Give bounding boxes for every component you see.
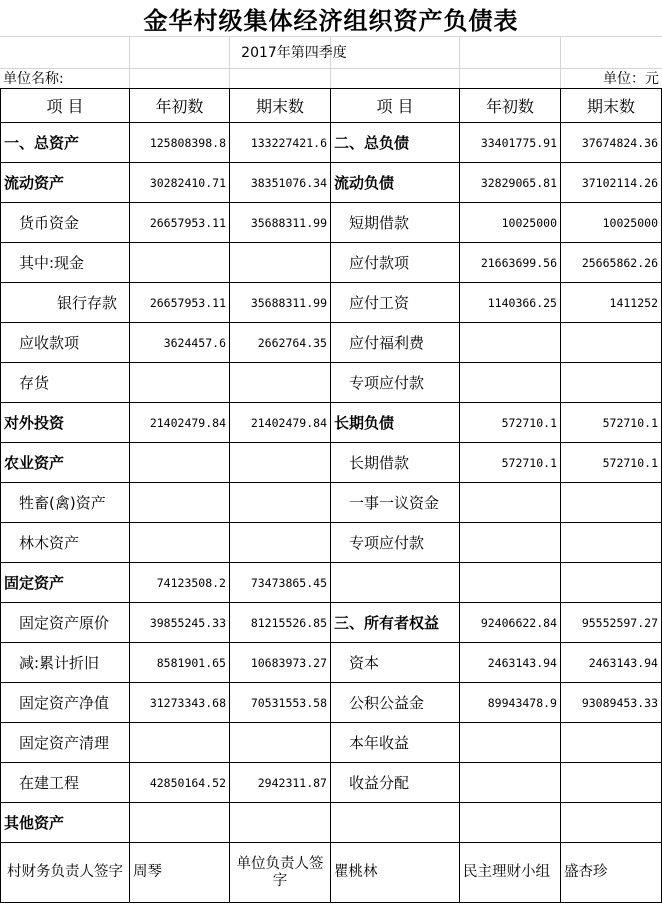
table-row xyxy=(1,643,662,683)
left-begin-value-cell: 42850164.52 xyxy=(130,763,230,803)
left-begin-value-cell xyxy=(130,443,230,483)
right-item-cell: 资本 xyxy=(331,643,460,683)
right-item-cell: 专项应付款 xyxy=(331,363,460,403)
right-item-cell: 二、总负债 xyxy=(331,123,460,163)
unit-head-label: 单位负责人签 字 xyxy=(230,843,331,903)
left-end-value-cell: 21402479.84 xyxy=(230,403,331,443)
right-begin-value-cell xyxy=(460,763,561,803)
left-begin-value-cell: 8581901.65 xyxy=(130,643,230,683)
right-begin-value-cell: 2463143.94 xyxy=(460,643,561,683)
table-row xyxy=(1,603,662,643)
right-end-value-cell: 572710.1 xyxy=(561,403,662,443)
left-item-cell: 固定资产原价 xyxy=(1,603,130,643)
header-left-end: 期末数 xyxy=(230,89,331,123)
table-row xyxy=(1,203,662,243)
left-begin-value-cell: 30282410.71 xyxy=(130,163,230,203)
right-item-cell xyxy=(331,563,460,603)
right-end-value-cell xyxy=(561,363,662,403)
right-begin-value-cell xyxy=(460,563,561,603)
left-end-value-cell xyxy=(230,443,331,483)
left-begin-value-cell: 26657953.11 xyxy=(130,203,230,243)
right-item-cell xyxy=(331,803,460,843)
left-item-cell: 林木资产 xyxy=(1,523,130,563)
header-right-item: 项 目 xyxy=(331,89,460,123)
finance-signer-name: 周琴 xyxy=(130,843,230,903)
right-end-value-cell xyxy=(561,323,662,363)
unit-head-name: 瞿桃林 xyxy=(331,843,460,903)
left-begin-value-cell xyxy=(130,363,230,403)
left-item-cell: 对外投资 xyxy=(1,403,130,443)
right-item-cell: 一事一议资金 xyxy=(331,483,460,523)
right-end-value-cell xyxy=(561,523,662,563)
left-begin-value-cell: 39855245.33 xyxy=(130,603,230,643)
right-item-cell: 短期借款 xyxy=(331,203,460,243)
left-end-value-cell: 10683973.27 xyxy=(230,643,331,683)
table-row xyxy=(1,163,662,203)
table-row xyxy=(1,443,662,483)
left-begin-value-cell: 74123508.2 xyxy=(130,563,230,603)
left-item-cell: 应收款项 xyxy=(1,323,130,363)
left-item-cell: 银行存款 xyxy=(1,283,130,323)
header-right-end: 期末数 xyxy=(561,89,662,123)
left-end-value-cell: 2662764.35 xyxy=(230,323,331,363)
right-end-value-cell: 25665862.26 xyxy=(561,243,662,283)
header-left-begin: 年初数 xyxy=(130,89,230,123)
left-begin-value-cell: 26657953.11 xyxy=(130,283,230,323)
right-item-cell: 公积公益金 xyxy=(331,683,460,723)
header-left-item: 项 目 xyxy=(1,89,130,123)
left-end-value-cell: 73473865.45 xyxy=(230,563,331,603)
left-end-value-cell: 70531553.58 xyxy=(230,683,331,723)
right-end-value-cell: 37102114.26 xyxy=(561,163,662,203)
left-item-cell: 存货 xyxy=(1,363,130,403)
left-end-value-cell: 133227421.6 xyxy=(230,123,331,163)
left-end-value-cell: 2942311.87 xyxy=(230,763,331,803)
left-item-cell: 牲畜(禽)资产 xyxy=(1,483,130,523)
left-begin-value-cell: 3624457.6 xyxy=(130,323,230,363)
right-begin-value-cell: 572710.1 xyxy=(460,403,561,443)
right-item-cell: 本年收益 xyxy=(331,723,460,763)
table-row xyxy=(1,243,662,283)
right-item-cell: 应付福利费 xyxy=(331,323,460,363)
right-begin-value-cell: 89943478.9 xyxy=(460,683,561,723)
left-item-cell: 农业资产 xyxy=(1,443,130,483)
left-begin-value-cell xyxy=(130,523,230,563)
table-row xyxy=(1,403,662,443)
left-item-cell: 流动资产 xyxy=(1,163,130,203)
left-end-value-cell xyxy=(230,243,331,283)
grid-line xyxy=(0,68,662,69)
left-begin-value-cell: 31273343.68 xyxy=(130,683,230,723)
right-end-value-cell: 37674824.36 xyxy=(561,123,662,163)
left-item-cell: 货币资金 xyxy=(1,203,130,243)
left-begin-value-cell xyxy=(130,243,230,283)
left-begin-value-cell: 21402479.84 xyxy=(130,403,230,443)
right-item-cell: 三、所有者权益 xyxy=(331,603,460,643)
unit-name-label: 单位名称: xyxy=(3,71,64,87)
left-end-value-cell: 81215526.85 xyxy=(230,603,331,643)
page-title: 金华村级集体经济组织资产负债表 xyxy=(143,6,519,35)
table-row xyxy=(1,123,662,163)
table-row xyxy=(1,723,662,763)
right-begin-value-cell: 21663699.56 xyxy=(460,243,561,283)
right-begin-value-cell xyxy=(460,523,561,563)
right-end-value-cell: 1411252 xyxy=(561,283,662,323)
left-item-cell: 其他资产 xyxy=(1,803,130,843)
left-end-value-cell: 35688311.99 xyxy=(230,283,331,323)
right-begin-value-cell xyxy=(460,803,561,843)
right-item-cell: 长期负债 xyxy=(331,403,460,443)
right-begin-value-cell xyxy=(460,723,561,763)
table-row xyxy=(1,483,662,523)
right-begin-value-cell: 572710.1 xyxy=(460,443,561,483)
left-end-value-cell xyxy=(230,523,331,563)
left-end-value-cell: 38351076.34 xyxy=(230,163,331,203)
left-begin-value-cell xyxy=(130,723,230,763)
right-begin-value-cell: 10025000 xyxy=(460,203,561,243)
right-end-value-cell: 93089453.33 xyxy=(561,683,662,723)
right-begin-value-cell xyxy=(460,483,561,523)
left-end-value-cell xyxy=(230,363,331,403)
right-end-value-cell: 10025000 xyxy=(561,203,662,243)
table-row xyxy=(1,363,662,403)
report-period: 2017年第四季度 xyxy=(241,45,347,61)
right-begin-value-cell: 32829065.81 xyxy=(460,163,561,203)
right-begin-value-cell: 1140366.25 xyxy=(460,283,561,323)
signature-row xyxy=(1,843,662,903)
committee-label: 民主理财小组 xyxy=(460,843,561,903)
left-end-value-cell xyxy=(230,483,331,523)
table-header-row xyxy=(1,89,662,123)
currency-unit-label: 单位：元 xyxy=(603,71,659,87)
left-item-cell: 一、总资产 xyxy=(1,123,130,163)
right-end-value-cell xyxy=(561,763,662,803)
left-begin-value-cell xyxy=(130,803,230,843)
right-item-cell: 专项应付款 xyxy=(331,523,460,563)
right-begin-value-cell xyxy=(460,363,561,403)
left-item-cell: 固定资产清理 xyxy=(1,723,130,763)
left-item-cell: 固定资产 xyxy=(1,563,130,603)
table-row xyxy=(1,323,662,363)
right-end-value-cell: 572710.1 xyxy=(561,443,662,483)
grid-line xyxy=(560,36,561,88)
right-end-value-cell xyxy=(561,563,662,603)
right-begin-value-cell: 33401775.91 xyxy=(460,123,561,163)
right-begin-value-cell: 92406622.84 xyxy=(460,603,561,643)
committee-name: 盛杏珍 xyxy=(561,843,662,903)
table-row xyxy=(1,803,662,843)
finance-signer-label: 村财务负责人签字 xyxy=(1,843,130,903)
table-row xyxy=(1,283,662,323)
right-item-cell: 应付工资 xyxy=(331,283,460,323)
right-item-cell: 收益分配 xyxy=(331,763,460,803)
left-item-cell: 其中:现金 xyxy=(1,243,130,283)
right-end-value-cell: 2463143.94 xyxy=(561,643,662,683)
right-begin-value-cell xyxy=(460,323,561,363)
right-end-value-cell xyxy=(561,723,662,763)
right-end-value-cell xyxy=(561,803,662,843)
right-item-cell: 流动负债 xyxy=(331,163,460,203)
right-end-value-cell xyxy=(561,483,662,523)
right-item-cell: 长期借款 xyxy=(331,443,460,483)
right-item-cell: 应付款项 xyxy=(331,243,460,283)
table-row xyxy=(1,763,662,803)
right-end-value-cell: 95552597.27 xyxy=(561,603,662,643)
left-end-value-cell xyxy=(230,803,331,843)
left-end-value-cell xyxy=(230,723,331,763)
left-item-cell: 减:累计折旧 xyxy=(1,643,130,683)
left-item-cell: 固定资产净值 xyxy=(1,683,130,723)
left-item-cell: 在建工程 xyxy=(1,763,130,803)
left-end-value-cell: 35688311.99 xyxy=(230,203,331,243)
balance-sheet-table xyxy=(0,88,662,903)
table-row xyxy=(1,683,662,723)
header-right-begin: 年初数 xyxy=(460,89,561,123)
grid-line xyxy=(459,36,460,88)
left-begin-value-cell: 125808398.8 xyxy=(130,123,230,163)
table-row xyxy=(1,523,662,563)
table-row xyxy=(1,563,662,603)
left-begin-value-cell xyxy=(130,483,230,523)
